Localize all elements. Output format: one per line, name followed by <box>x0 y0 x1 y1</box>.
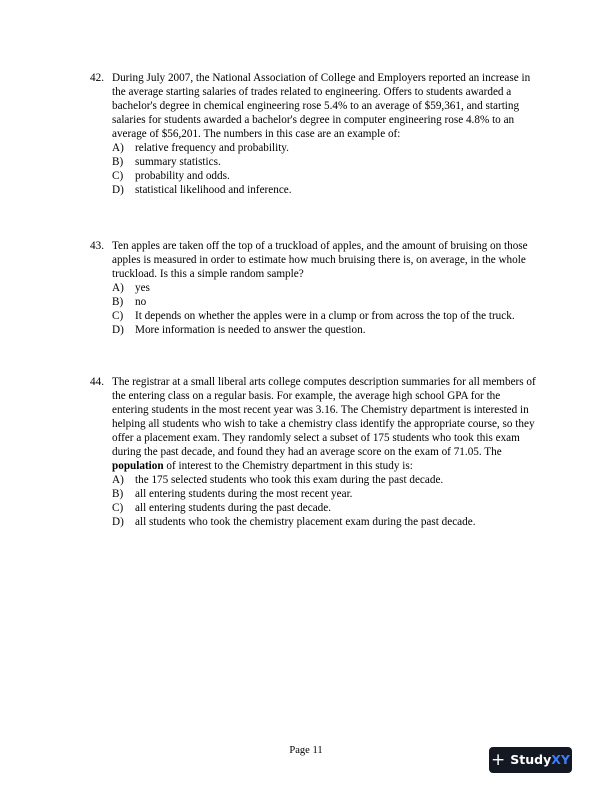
brand-name <box>510 753 570 767</box>
option-text: statistical likelihood and inference. <box>135 184 292 196</box>
option-text: all entering students during the past decade. <box>135 502 332 514</box>
option-letter: A) <box>112 142 124 154</box>
option-text: relative frequency and probability. <box>135 142 289 154</box>
question-stem <box>90 375 536 473</box>
option-text: all students who took the chemistry placement exam during the past decade. <box>135 516 476 528</box>
answer-option-d <box>90 515 536 529</box>
option-text: the 175 selected students who took this exam during the past decade. <box>135 474 444 486</box>
option-letter: B) <box>112 488 124 500</box>
question-text: Ten apples are taken off the top of a truckload of apples, and the amount of bruising on those apples is measured in order to estimate how much bruising there is, on average, in the whole truckload. Is this a simple random sample? <box>112 240 528 280</box>
question-number: 42. <box>90 72 104 84</box>
studyxy-badge[interactable] <box>489 747 572 773</box>
option-letter: A) <box>112 474 124 486</box>
option-letter: A) <box>112 282 124 294</box>
question-text-part: of interest to the Chemistry department in this study is: <box>163 460 413 472</box>
option-letter: D) <box>112 324 124 336</box>
question-42 <box>90 71 536 197</box>
question-number: 44. <box>90 376 104 388</box>
option-text: yes <box>135 282 150 294</box>
answer-option-c <box>90 501 536 515</box>
answer-option-c <box>90 169 536 183</box>
answer-option-b <box>90 155 536 169</box>
answer-option-a <box>90 281 536 295</box>
question-44 <box>90 375 536 529</box>
option-letter: D) <box>112 516 124 528</box>
option-letter: D) <box>112 184 124 196</box>
answer-options <box>90 141 536 197</box>
answer-option-b <box>90 487 536 501</box>
option-text: More information is needed to answer the question. <box>135 324 366 336</box>
brand-xy: XY <box>551 752 570 767</box>
question-43 <box>90 239 536 337</box>
answer-option-b <box>90 295 536 309</box>
question-stem <box>90 239 536 281</box>
option-text: probability and odds. <box>135 170 230 182</box>
question-text <box>112 376 536 472</box>
answer-option-d <box>90 323 536 337</box>
answer-option-a <box>90 473 536 487</box>
option-text: no <box>135 296 147 308</box>
option-letter: C) <box>112 502 124 514</box>
answer-options <box>90 473 536 529</box>
question-text-bold: population <box>112 460 164 472</box>
option-letter: B) <box>112 156 124 168</box>
answer-option-c <box>90 309 536 323</box>
option-text: all entering students during the most recent year. <box>135 488 353 500</box>
option-text: summary statistics. <box>135 156 221 168</box>
option-text: It depends on whether the apples were in a clump or from across the top of the truck. <box>135 310 515 322</box>
option-letter: C) <box>112 310 124 322</box>
question-text-part: The registrar at a small liberal arts college computes description summaries for all members of the entering class on a regular basis. For example, the average high school GPA for the entering students in the most recent year was 3.16. The Chemistry department is interested in helping all students who wish to take a chemistry class identify the appropriate course, so they offer a placement exam. They randomly select a subset of 175 students who took this exam during the past decade, and found they had an average score on the exam of 71.05. The <box>112 376 536 458</box>
question-text: During July 2007, the National Association of College and Employers reported an increase in the average starting salaries of trades related to engineering. Offers to students awarded a bachelor's degree in chemical engineering rose 5.4% to an average of $59,361, and starting salaries for students awarded a bachelor's degree in computer engineering rose 4.8% to an average of $56,201. The numbers in this case are an example of: <box>112 72 531 140</box>
option-letter: C) <box>112 170 124 182</box>
brand-study: Study <box>510 752 552 767</box>
plus-icon: + <box>491 749 506 770</box>
answer-option-a <box>90 141 536 155</box>
answer-option-d <box>90 183 536 197</box>
answer-options <box>90 281 536 337</box>
question-stem <box>90 71 536 141</box>
option-letter: B) <box>112 296 124 308</box>
question-number: 43. <box>90 240 104 252</box>
page-number: Page 11 <box>289 745 323 756</box>
